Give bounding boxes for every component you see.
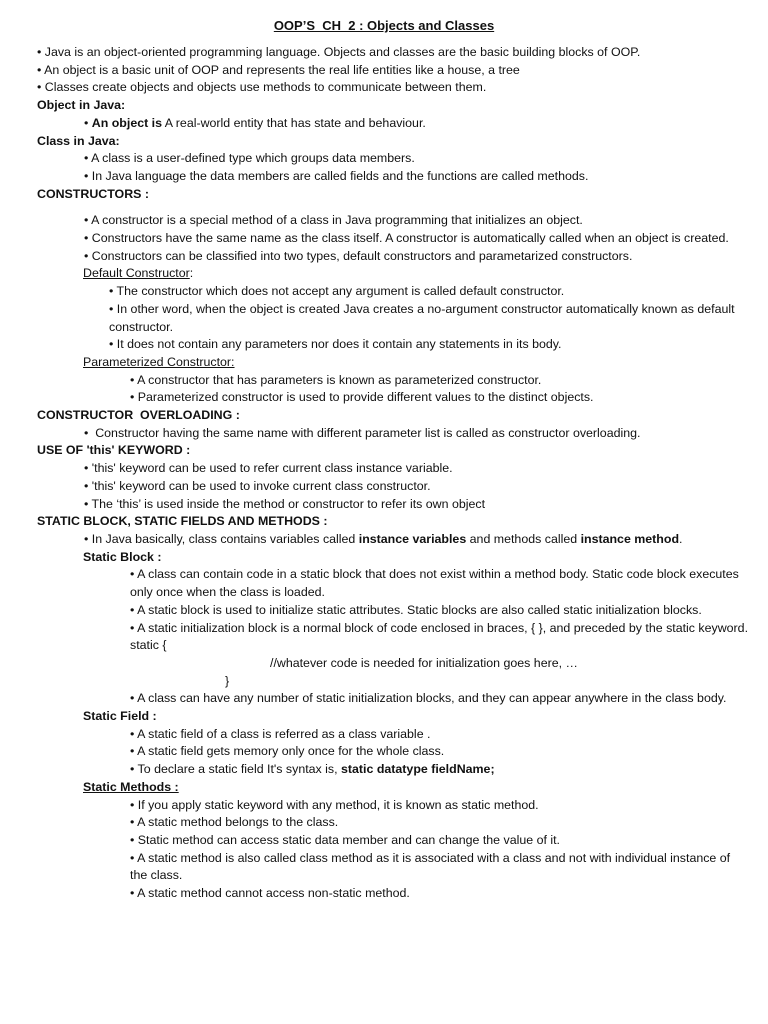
static-block-heading: Static Block : bbox=[83, 549, 162, 564]
static-block-bullet: • A class can contain code in a static block that does not exist within a method body. Static code block executes only once when the class is loaded. bbox=[130, 567, 739, 600]
default-constructor-title: Default Constructor bbox=[83, 266, 190, 281]
default-constructor-bullet: • In other word, when the object is created Java creates a no-argument constructor automatically known as default constructor. bbox=[109, 301, 735, 334]
constructors-bullet: • Constructors can be classified into two types, default constructors and parametarized constructors. bbox=[84, 248, 633, 263]
static-field-syntax bbox=[0, 761, 768, 779]
static-field-syntax-code: static datatype fieldName; bbox=[341, 762, 495, 777]
this-keyword-bullet: • 'this' keyword can be used to invoke current class constructor. bbox=[84, 478, 431, 493]
default-constructor-colon: : bbox=[189, 266, 194, 281]
static-block-bullet: • A static block is used to initialize static attributes. Static blocks are also called static initialization blocks. bbox=[130, 602, 702, 617]
overloading-bullet: • Constructor having the same name with different parameter list is called as constructor overloading. bbox=[84, 425, 641, 440]
document-title: OOP’S_CH_2 : Objects and Classes bbox=[273, 18, 495, 33]
object-bullet bbox=[0, 115, 768, 133]
this-keyword-bullet: • The ‘this’ is used inside the method or constructor to refer its own object bbox=[84, 496, 486, 511]
intro-bullet: • An object is a basic unit of OOP and represents the real life entities like a house, a tree bbox=[37, 62, 520, 77]
parameterized-constructor-heading: Parameterized Constructor: bbox=[83, 354, 235, 369]
constructors-bullet: • A constructor is a special method of a class in Java programming that initializes an object. bbox=[84, 213, 583, 228]
static-intro-strong: instance variables bbox=[358, 531, 467, 546]
static-field-heading: Static Field : bbox=[83, 709, 157, 724]
class-bullet: • A class is a user-defined type which groups data members. bbox=[84, 151, 415, 166]
this-keyword-bullet: • 'this' keyword can be used to refer current class instance variable. bbox=[84, 461, 453, 476]
static-methods-bullet: • A static method cannot access non-static method. bbox=[130, 886, 410, 901]
static-methods-heading: Static Methods : bbox=[83, 779, 179, 794]
static-methods-bullet: • A static method is also called class method as it is associated with a class and not with individual instance of the class. bbox=[130, 850, 731, 883]
static-field-bullet: • A static field gets memory only once for the whole class. bbox=[130, 744, 445, 759]
static-methods-bullet: • If you apply static keyword with any method, it is known as static method. bbox=[130, 797, 539, 812]
intro-bullet: • Java is an object-oriented programming language. Objects and classes are the basic building blocks of OOP. bbox=[37, 45, 641, 59]
static-intro-text: and methods called bbox=[466, 531, 581, 546]
object-bullet-strong: An object is bbox=[91, 115, 163, 130]
object-bullet-text: A real-world entity that has state and behaviour. bbox=[162, 115, 426, 130]
static-intro bbox=[0, 531, 768, 549]
constructors-bullet: • Constructors have the same name as the class itself. A constructor is automatically called when an object is created. bbox=[84, 231, 729, 246]
parameterized-constructor-bullet: • A constructor that has parameters is known as parameterized constructor. bbox=[130, 372, 542, 387]
static-block-bullet: • A class can have any number of static initialization blocks, and they can appear anywhere in the class body. bbox=[130, 691, 727, 706]
spacer bbox=[0, 203, 768, 212]
static-methods-bullet: • Static method can access static data member and can change the value of it. bbox=[130, 832, 560, 847]
class-heading: Class in Java: bbox=[37, 133, 120, 148]
static-heading: STATIC BLOCK, STATIC FIELDS AND METHODS : bbox=[37, 514, 328, 529]
static-block-bullet: • A static initialization block is a normal block of code enclosed in braces, { }, and preceded by the static keyword. static { bbox=[130, 620, 755, 653]
class-bullet: • In Java language the data members are called fields and the functions are called methods. bbox=[84, 168, 589, 183]
constructors-heading: CONSTRUCTORS : bbox=[37, 186, 149, 201]
this-keyword-heading: USE OF 'this' KEYWORD : bbox=[37, 443, 191, 458]
overloading-heading: CONSTRUCTOR OVERLOADING : bbox=[37, 408, 240, 423]
default-constructor-bullet: • It does not contain any parameters nor does it contain any statements in its body. bbox=[109, 337, 562, 352]
static-intro-text: • In Java basically, class contains variables called bbox=[84, 531, 359, 546]
static-block-brace: } bbox=[225, 673, 230, 688]
static-intro-text: . bbox=[679, 531, 683, 546]
static-field-syntax-text: • To declare a static field It's syntax is, bbox=[130, 762, 342, 777]
static-methods-bullet: • A static method belongs to the class. bbox=[130, 815, 339, 830]
default-constructor-bullet: • The constructor which does not accept any argument is called default constructor. bbox=[109, 284, 565, 299]
static-intro-strong: instance method bbox=[580, 531, 680, 546]
static-field-bullet: • A static field of a class is referred as a class variable . bbox=[130, 726, 431, 741]
static-block-code: //whatever code is needed for initialization goes here, … bbox=[270, 655, 578, 670]
parameterized-constructor-bullet: • Parameterized constructor is used to provide different values to the distinct objects. bbox=[130, 390, 594, 405]
bullet-mark: • bbox=[84, 115, 92, 130]
document-body bbox=[0, 44, 768, 903]
default-constructor-heading bbox=[0, 265, 768, 283]
intro-bullet: • Classes create objects and objects use methods to communicate between them. bbox=[37, 80, 487, 95]
object-heading: Object in Java: bbox=[37, 98, 126, 113]
